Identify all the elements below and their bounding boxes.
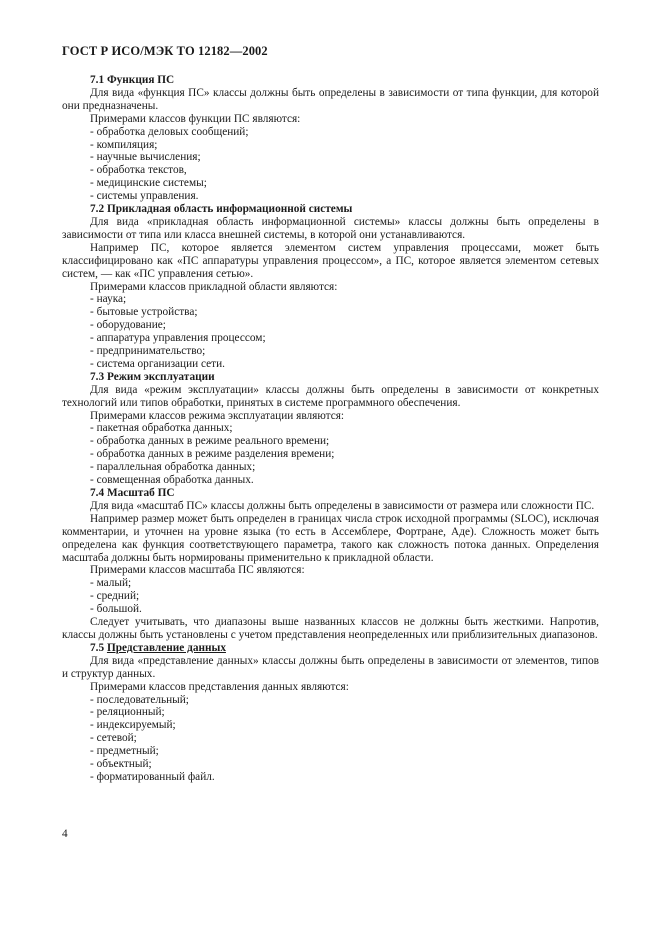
paragraph: Для вида «представление данных» классы должны быть определены в зависимости от элементов, типов и структур данных. (62, 654, 599, 680)
list-item: - большой. (62, 603, 599, 616)
list-item: - бытовые устройства; (62, 306, 599, 319)
list-item: - аппаратура управления процессом; (62, 332, 599, 345)
list-item: - совмещенная обработка данных. (62, 474, 599, 487)
list-item: - объектный; (62, 758, 599, 771)
list-item: - системы управления. (62, 190, 599, 203)
paragraph: Примерами классов представления данных являются: (90, 680, 349, 693)
paragraph: Примерами классов режима эксплуатации являются: (90, 409, 345, 422)
section-number: 7.5 (90, 641, 105, 654)
paragraph: Следует учитывать, что диапазоны выше названных классов не должны быть жесткими. Напротив, классы должны быть установлены с учетом представления неопределенных или приблизительных диапазонов. (62, 616, 599, 641)
paragraph: Для вида «масштаб ПС» классы должны быть определены в зависимости от размера или сложности ПС. (90, 499, 595, 512)
section-heading: 7.2 Прикладная область информационной системы (90, 203, 353, 216)
list-item: - пакетная обработка данных; (62, 422, 599, 435)
list-item: - форматированный файл. (62, 771, 599, 784)
list-item: - обработка данных в режиме реального времени; (62, 435, 599, 448)
section-title: Представление данных (106, 641, 226, 654)
list-item: - средний; (62, 590, 599, 603)
section-heading: 7.4 Масштаб ПС (90, 487, 175, 499)
section-heading: 7.1 Функция ПС (90, 74, 175, 86)
list-item: - последовательный; (62, 694, 599, 707)
list-item: - обработка текстов, (62, 164, 599, 177)
paragraph: Примерами классов функции ПС являются: (90, 112, 301, 125)
list-item: - научные вычисления; (62, 151, 599, 164)
paragraph: Для вида «прикладная область информационной системы» классы должны быть определены в зависимости от типа или класса внешней системы, в которой они устанавливаются. (62, 215, 599, 241)
list-item: - оборудование; (62, 319, 599, 332)
list-item: - малый; (62, 577, 599, 590)
document-header: ГОСТ Р ИСО/МЭК ТО 12182—2002 (62, 44, 268, 58)
list-item: - предметный; (62, 745, 599, 758)
list-item: - наука; (62, 293, 599, 306)
paragraph: Для вида «функция ПС» классы должны быть определены в зависимости от типа функции, для которой они предназначены. (62, 86, 599, 112)
paragraph: Для вида «режим эксплуатации» классы должны быть определены в зависимости от конкретных технологий или типов обработки, принятых в системе программного обеспечения. (62, 383, 599, 409)
paragraph: Примерами классов масштаба ПС являются: (90, 564, 305, 577)
section-heading: 7.3 Режим эксплуатации (90, 370, 215, 383)
paragraph: Примерами классов прикладной области являются: (90, 280, 338, 293)
list-item: - система организации сети. (62, 358, 599, 371)
paragraph: Например ПС, которое является элементом систем управления процессами, может быть классифицировано как «ПС аппаратуры управления процессом», а ПС, которое является элементом сетевых систем, — как «ПС управления сетью». (62, 241, 599, 280)
paragraph: Например размер может быть определен в границах числа строк исходной программы (SLOC), исключая комментарии, и уточнен на уровне языка (то есть в Ассемблере, Фортране, Аде). Сложность может быть определена как функция соответствующего параметра, такого как сложность потока данных. Определения масштаба должны быть нормированы применительно к прикладной области. (62, 512, 599, 564)
list-item: - обработка данных в режиме разделения времени; (62, 448, 599, 461)
section-heading (62, 642, 599, 655)
list-item: - предпринимательство; (62, 345, 599, 358)
document-body (62, 74, 599, 784)
page-number: 4 (62, 828, 68, 840)
list-item: - обработка деловых сообщений; (62, 126, 599, 139)
list-item: - реляционный; (62, 706, 599, 719)
list-item: - сетевой; (62, 732, 599, 745)
list-item: - компиляция; (62, 139, 599, 152)
list-item: - индексируемый; (62, 719, 599, 732)
list-item: - медицинские системы; (62, 177, 599, 190)
list-item: - параллельная обработка данных; (62, 461, 599, 474)
